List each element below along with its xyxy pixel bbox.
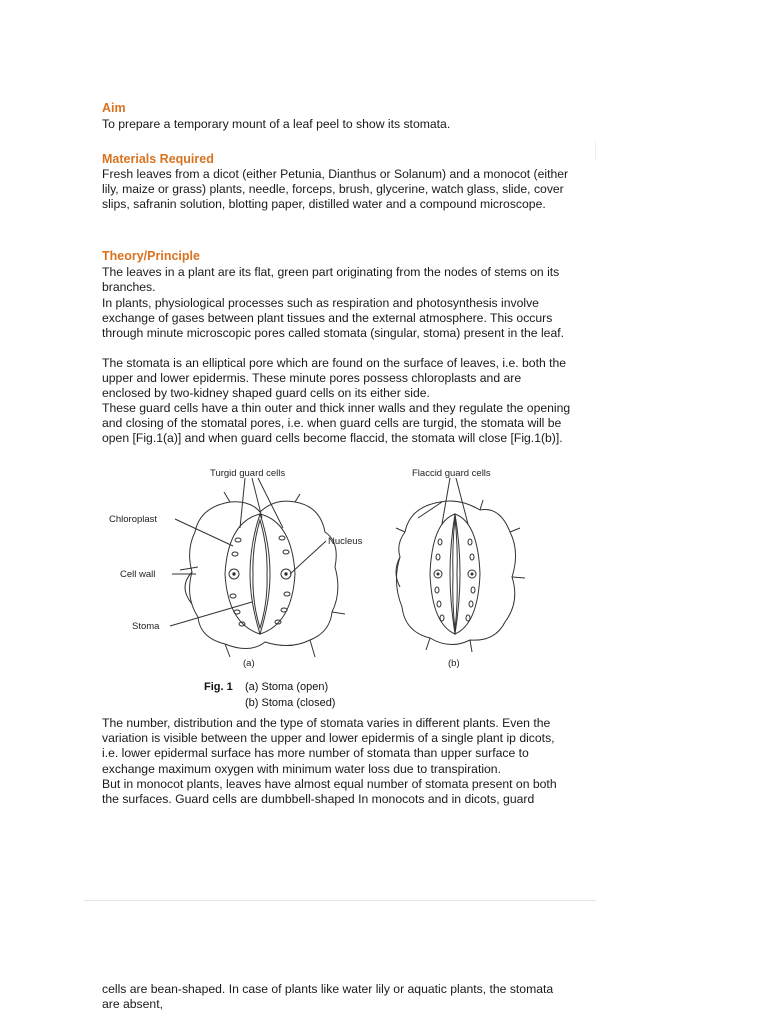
- label-flaccid-guard-cells: Flaccid guard cells: [412, 468, 491, 479]
- aim-text: To prepare a temporary mount of a leaf peel to show its stomata.: [102, 117, 451, 131]
- guard-cells-open: [225, 514, 295, 634]
- stomata-figure: [100, 462, 540, 712]
- theory-paragraph-1: The leaves in a plant are its flat, green part originating from the nodes of stems on its branches.: [102, 265, 560, 295]
- aim-heading: Aim: [102, 101, 126, 115]
- theory-paragraph-2: In plants, physiological processes such as respiration and photosynthesis involve exchange of gases between plant tissues and the external atmosphere. This occurs through minute microscopic pores called stomata (singular, stoma) present in the leaf.: [102, 296, 564, 341]
- sublabel-a: (a): [243, 658, 255, 669]
- after-figure-paragraph-2: But in monocot plants, leaves have almost equal number of stomata present on both the surfaces. Guard cells are dumbbell-shaped In monocots and in dicots, guard: [102, 777, 557, 807]
- after-figure-paragraph-1: The number, distribution and the type of stomata varies in different plants. Even the variation is visible between the upper and lower epidermis of a single plant ip dicots, i.e. lower epidermal surface has more number of stomata than upper surface to exchange maximum oxygen with minimum water loss due to transpiration.: [102, 716, 555, 776]
- epidermal-cells-a: [180, 492, 345, 657]
- sublabel-b: (b): [448, 658, 460, 669]
- epidermal-cells-b: [396, 500, 525, 652]
- theory-paragraph-4: These guard cells have a thin outer and thick inner walls and they regulate the opening and closing of the stomatal pores, i.e. when guard cells are turgid, the stomata will be open [Fig.1(a)] and when guard cells become flaccid, the stomata will close [Fig.1(b)].: [102, 401, 571, 446]
- label-chloroplast: Chloroplast: [109, 514, 158, 525]
- figure-caption-number: Fig. 1: [204, 681, 233, 693]
- margin-line: [595, 140, 596, 160]
- leader-lines: [170, 478, 468, 626]
- materials-heading: Materials Required: [102, 152, 214, 166]
- label-stoma: Stoma: [132, 621, 160, 632]
- label-nucleus: Nucleus: [328, 536, 363, 547]
- page-divider: [84, 900, 596, 901]
- next-page-text: cells are bean-shaped. In case of plants like water lily or aquatic plants, the stomata are absent,: [102, 982, 554, 1012]
- label-cell-wall: Cell wall: [120, 569, 156, 580]
- theory-heading: Theory/Principle: [102, 249, 200, 263]
- materials-text: Fresh leaves from a dicot (either Petunia, Dianthus or Solanum) and a monocot (either lily, maize or grass) plants, needle, forceps, brush, glycerine, watch glass, slide, cover slips, safranin solution, blotting paper, distilled water and a compound microscope.: [102, 167, 569, 212]
- guard-cells-closed: [430, 514, 480, 634]
- label-turgid-guard-cells: Turgid guard cells: [210, 468, 286, 479]
- theory-paragraph-3: The stomata is an elliptical pore which are found on the surface of leaves, i.e. both the upper and lower epidermis. These minute pores possess chloroplasts and are enclosed by two-kidney shaped guard cells on its either side.: [102, 356, 567, 401]
- figure-caption-b: (b) Stoma (closed): [245, 697, 336, 709]
- figure-caption-a: (a) Stoma (open): [245, 681, 329, 693]
